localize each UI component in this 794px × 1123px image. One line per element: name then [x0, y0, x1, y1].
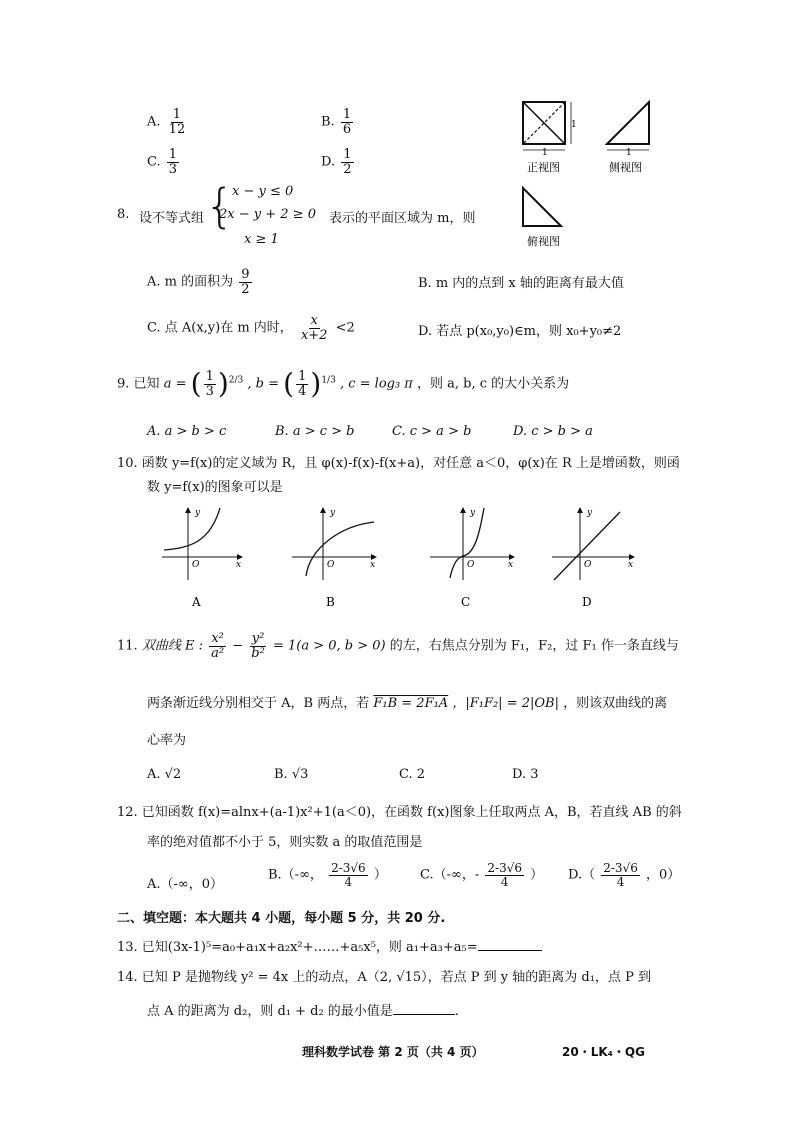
q8-prefix: 设不等式组 — [139, 211, 205, 226]
svg-text:x: x — [370, 560, 376, 570]
front-view-label: 正视图 — [527, 161, 560, 174]
q8-option-a: A. m 的面积为 $\frac{9}{2}$ — [147, 267, 250, 297]
q9-option-d: D. c > b > a — [513, 424, 593, 439]
q8-option-c: C. 点 A(x,y)在 m 内时， $\frac{x}{x+2}$ <2 — [147, 313, 355, 343]
top-view-label: 俯视图 — [527, 235, 560, 248]
side-view-drawing — [607, 102, 649, 150]
q10-line-2: 数 y=f(x)的图象可以是 — [147, 480, 283, 495]
svg-text:y: y — [587, 508, 593, 518]
q8-suffix: 表示的平面区域为 m，则 — [329, 211, 476, 226]
q14-line-2: 点 A 的距离为 d₂，则 d₁ + d₂ 的最小值是 . — [147, 1004, 459, 1019]
graph-a — [162, 508, 242, 580]
q11-line-2: 两条渐近线分别相交于 A，B 两点，若 F₁B = 2F₁A ，|F₁F₂| = 2|OB| ，则该双曲线的离 — [147, 696, 668, 711]
q11-option-a: A. √2 — [147, 767, 182, 782]
svg-text:x: x — [236, 560, 242, 570]
svg-text:O: O — [327, 560, 335, 570]
q7-option-b: B. $\frac{1}{6}$ — [321, 107, 352, 137]
q10-line-1: 10. 函数 y=f(x)的定义域为 R，且 φ(x)-f(x)-f(x+a)，对任意 a＜0，φ(x)在 R 上是增函数，则函 — [117, 456, 680, 471]
q10-graphs — [150, 500, 650, 610]
svg-text:y: y — [195, 508, 201, 518]
q12-line-2: 率的绝对值都不小于 5，则实数 a 的取值范围是 — [147, 835, 423, 850]
graph-d — [552, 508, 634, 580]
q9-option-a: A. a > b > c — [147, 424, 227, 439]
q7-option-c: C. $\frac{1}{3}$ — [147, 147, 178, 177]
graph-c-label: C — [461, 595, 471, 609]
svg-text:y: y — [470, 508, 476, 518]
svg-text:x: x — [508, 560, 514, 570]
q11-line-1: 11. 双曲线 E : $\frac{\text{x²}}{\text{a²}}$ − $\frac{\text{y²}}{\text{b²}}$ = 1(a > 0, b > 0) 的左，右焦点分别为 F₁，F₂，过 F₁ 作一条直线与 — [117, 631, 679, 661]
q9-option-c: C. c > a > b — [392, 424, 472, 439]
top-view-drawing — [523, 188, 561, 226]
three-views-figure — [515, 96, 665, 256]
front-width-dim: 1 — [542, 148, 548, 158]
side-view-label: 侧视图 — [609, 161, 642, 174]
graph-d-label: D — [582, 595, 592, 609]
footer-page-info: 理科数学试卷 第 2 页（共 4 页） — [302, 1045, 484, 1059]
svg-text:O: O — [584, 560, 592, 570]
section-2-heading: 二、填空题：本大题共 4 小题，每小题 5 分，共 20 分. — [117, 911, 446, 926]
front-view-drawing — [523, 102, 571, 150]
q8-number: 8. — [117, 207, 130, 222]
q14-answer-blank[interactable] — [393, 1002, 455, 1015]
q8-inequality-3: x ≥ 1 — [244, 232, 279, 247]
svg-text:O: O — [467, 560, 475, 570]
q8-inequality-2: 2x − y + 2 ≥ 0 — [219, 207, 316, 222]
q11-option-b: B. √3 — [274, 767, 309, 782]
svg-text:x: x — [628, 560, 634, 570]
q7-option-d: D. $\frac{1}{2}$ — [321, 147, 352, 177]
q11-line-3: 心率为 — [147, 733, 187, 748]
q8-brace: { — [205, 179, 235, 233]
q12-option-d: D.（ $\frac{2-3√6}{4}$ ，0） — [568, 861, 681, 889]
q12-option-c: C.（-∞，- $\frac{2-3√6}{4}$ ） — [420, 861, 544, 889]
q14-line-1: 14. 已知 P 是抛物线 y² = 4x 上的动点，A（2, √15），若点 P 到 y 轴的距离为 d₁，点 P 到 — [117, 970, 651, 985]
q12-line-1: 12. 已知函数 f(x)=alnx+(a-1)x²+1(a＜0)，在函数 f(x)图象上任取两点 A，B，若直线 AB 的斜 — [117, 805, 682, 820]
q8-option-d: D. 若点 p(x₀,y₀)∈m，则 x₀+y₀≠2 — [418, 324, 622, 339]
svg-text:y: y — [330, 508, 336, 518]
q9-option-b: B. a > c > b — [275, 424, 355, 439]
q12-option-a: A.（-∞，0） — [147, 877, 224, 892]
graph-b-label: B — [326, 595, 335, 609]
q8-inequality-1: x − y ≤ 0 — [232, 184, 294, 199]
side-width-dim: 1 — [626, 148, 632, 158]
q13-line: 13. 已知(3x-1)⁵=a₀+a₁x+a₂x²+……+a₅x⁵，则 a₁+a₃+a₅= — [117, 936, 542, 955]
front-height-dim: 1 — [571, 120, 577, 130]
q13-answer-blank[interactable] — [478, 938, 542, 951]
q11-option-d: D. 3 — [512, 767, 539, 782]
svg-text:O: O — [192, 560, 200, 570]
q8-option-b: B. m 内的点到 x 轴的距离有最大值 — [418, 276, 624, 291]
graph-a-label: A — [192, 595, 201, 609]
footer-code: 20・LK₄・QG — [562, 1045, 645, 1059]
q12-option-b: B.（-∞， $\frac{2-3√6}{4}$ ） — [268, 861, 387, 889]
q11-option-c: C. 2 — [399, 767, 426, 782]
q7-option-a: A. $\frac{1}{12}$ — [147, 107, 186, 137]
q9-line: 9. 已知 a = ( $\frac{1}{3}$ )$^{2/3}$ , b = ( $\frac{1}{4}$ )$^{1/3}$ , c = log₃ π ，则 a, b, c 的大小关系为 — [117, 367, 570, 401]
